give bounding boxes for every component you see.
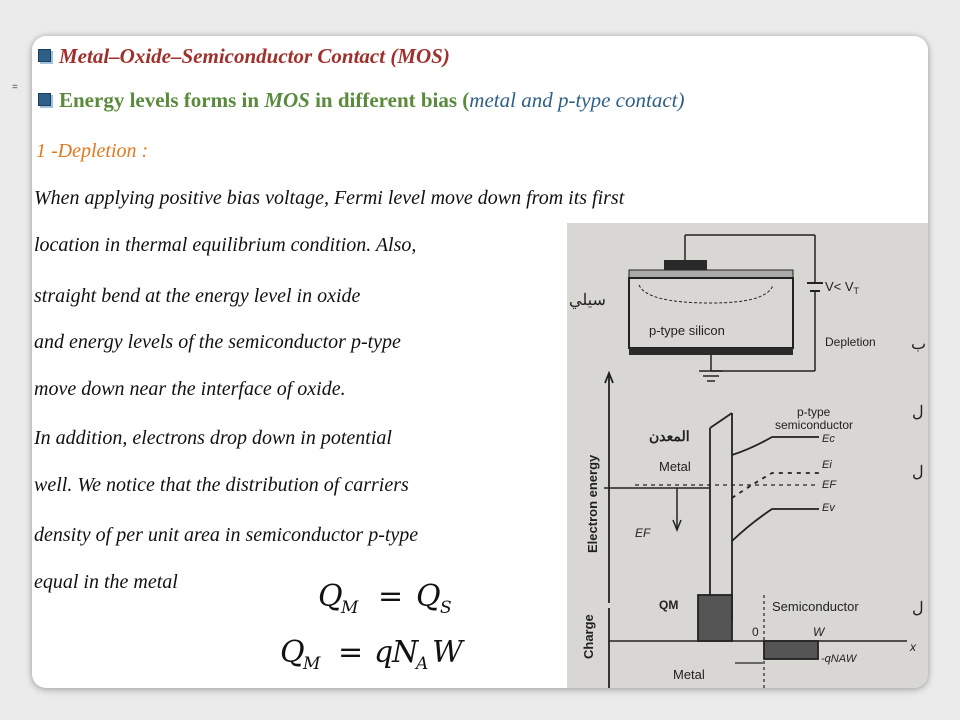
eq2-lhs: Q [280,635,305,670]
slide-subtitle [38,88,684,113]
eq1-lhs: Q [318,579,343,614]
back-contact [629,348,793,355]
equation-qm-equals-qs [316,574,496,618]
mode-label: Depletion [825,335,876,349]
mos-depletion-figure [567,223,928,688]
charge-axis-label: Charge [581,614,596,659]
margin-arabic-2: ب [911,336,927,353]
eq1-rhs: Q [416,579,441,614]
bullet-square-icon [38,93,51,106]
subtitle-part2: in different bias ( [309,88,470,112]
metal-band-label: Metal [659,459,691,474]
section-heading: 1 -Depletion : [36,140,149,162]
margin-arabic-4: ل [912,464,924,481]
margin-arabic-1: سيلي [569,292,606,309]
band-label-ec: Ec [822,433,835,445]
gate-metal [664,260,707,270]
oxide-layer [629,270,793,278]
band-label-ei: Ei [822,459,832,471]
body-line-2: location in thermal equilibrium condition. Also, [34,234,417,256]
body-line-9: equal in the metal [34,571,178,593]
eq2-n: N [392,635,419,670]
eq1-lhs-sub: M [341,598,359,618]
depletion-charge-block [764,641,818,659]
eq2-n-sub: A [416,654,429,674]
band-label-ev: Ev [822,502,835,514]
x-axis-label: x [910,640,916,654]
body-line-1: When applying positive bias voltage, Fermi level move down from its first [34,187,625,209]
svg-text:=: = [378,579,404,614]
subtitle-mos: MOS [264,88,310,112]
w-label: W [813,625,825,639]
substrate-label: p-type silicon [649,323,725,338]
band-label-ef: EF [822,479,837,491]
semiconductor-label-line1: p-type [797,405,831,419]
margin-arabic-3: ل [912,404,924,421]
slide-marker: = [12,82,18,93]
semiconductor-label-line2: semiconductor [775,418,854,432]
svg-text:=: = [338,635,364,670]
eq2-lhs-sub: M [303,654,321,674]
eq2-q: q [374,635,394,670]
equation-qm-equals-qnaw [278,630,478,674]
metal-arabic-label: المعدن [649,428,690,444]
body-line-8: density of per unit area in semiconductor p-type [34,524,419,546]
body-line-3: straight bend at the energy level in oxide [34,285,361,307]
bullet-square-icon [38,49,51,62]
metal-charge-block [698,595,732,641]
subtitle-paren: metal and p-type contact) [469,88,685,112]
title-text: Metal–Oxide–Semiconductor Contact (MOS) [59,44,450,68]
subtitle-part1: Energy levels forms in [59,88,265,112]
body-line-4: and energy levels of the semiconductor p-type [34,331,401,353]
slide-title [38,44,450,69]
margin-arabic-5: ل [912,600,924,617]
body-line-5: move down near the interface of oxide. [34,378,346,400]
body-line-6: In addition, electrons drop down in potential [34,427,392,449]
metal-charge-label: Metal [673,667,705,682]
metal-fermi-label: EF [635,526,651,540]
bias-label: $V< V_T$ [825,279,860,296]
neg-charge-label: -qNAW [821,653,857,665]
qm-label: QM [659,598,679,612]
eq2-w: W [432,635,463,670]
body-line-7: well. We notice that the distribution of carriers [34,474,409,496]
eq1-rhs-sub: S [440,598,452,618]
energy-axis-label: Electron energy [585,454,600,553]
semiconductor-charge-label: Semiconductor [772,599,859,614]
origin-label: 0 [752,625,759,639]
